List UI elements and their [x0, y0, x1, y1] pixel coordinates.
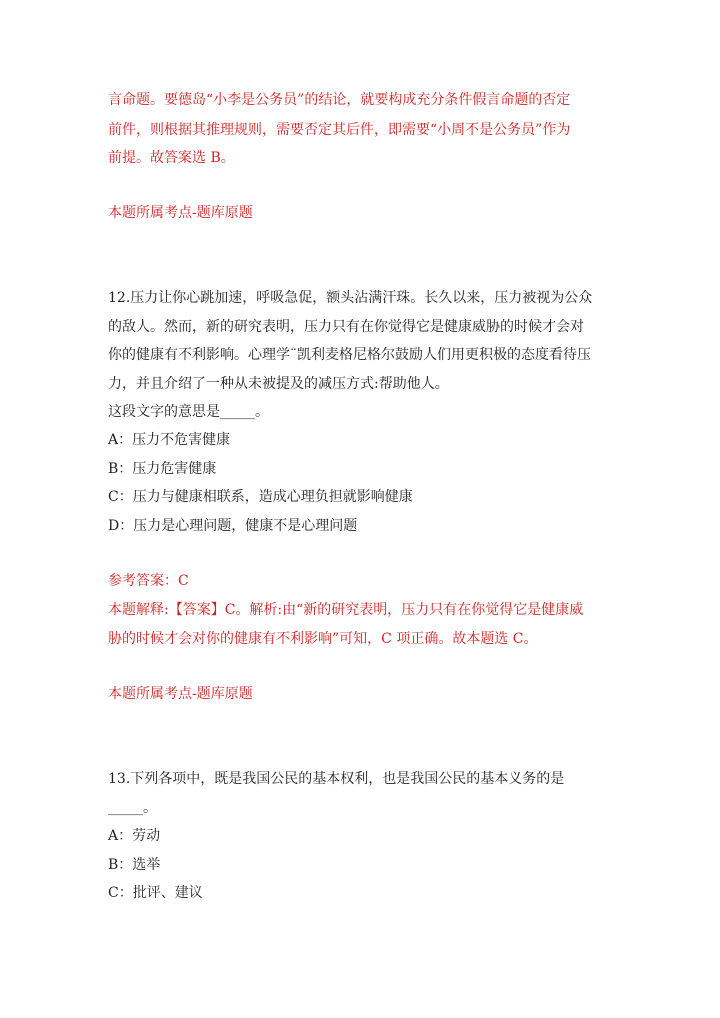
q12-answer: 参考答案：C	[108, 573, 189, 589]
q12-option-d: D：压力是心理问题，健康不是心理问题	[108, 518, 358, 534]
prev-explanation-line: 言命题。要德岛“小李是公务员”的结论，就要构成充分条件假言命题的否定	[108, 92, 571, 108]
q12-option-a: A：压力不危害健康	[108, 432, 231, 448]
q12-explanation-line: 胁的时候才会对你的健康有不利影响”可知，C 项正确。故本题选 C。	[108, 631, 538, 647]
q13-question-prompt: _____。	[108, 800, 157, 816]
q13-option-a: A：劳动	[108, 828, 161, 844]
q12-stem-line: 12.压力让你心跳加速，呼吸急促，额头沾满汗珠。长久以来，压力被视为公众	[108, 290, 593, 306]
q12-option-c: C：压力与健康相联系，造成心理负担就影响健康	[108, 489, 413, 505]
q12-question-prompt: 这段文字的意思是_____。	[108, 404, 269, 420]
q13-option-b: B：选举	[108, 857, 161, 873]
q12-explanation-line: 本题解释:【答案】C。解析:由“新的研究表明，压力只有在你觉得它是健康威	[108, 602, 584, 618]
q12-stem-line: 你的健康有不利影响。心理学¨凯利麦格尼格尔鼓励人们用更积极的态度看待压	[108, 347, 591, 363]
q13-stem-line: 13.下列各项中，既是我国公民的基本权利，也是我国公民的基本义务的是	[108, 771, 565, 787]
q12-option-b: B：压力危害健康	[108, 461, 217, 477]
q12-source-label: 本题所属考点-题库原题	[108, 686, 253, 702]
prev-source-label: 本题所属考点-题库原题	[108, 205, 253, 221]
prev-explanation-line: 前件，则根据其推理规则，需要否定其后件，即需要“小周不是公务员”作为	[108, 122, 571, 138]
q12-stem-line: 的敌人。然而，新的研究表明，压力只有在你觉得它是健康威胁的时候才会对	[108, 319, 584, 335]
q13-option-c: C：批评、建议	[108, 885, 203, 901]
q12-stem-line: 力，并且介绍了一种从未被提及的减压方式:帮助他人。	[108, 376, 449, 392]
prev-explanation-line: 前提。故答案选 B。	[108, 150, 235, 166]
